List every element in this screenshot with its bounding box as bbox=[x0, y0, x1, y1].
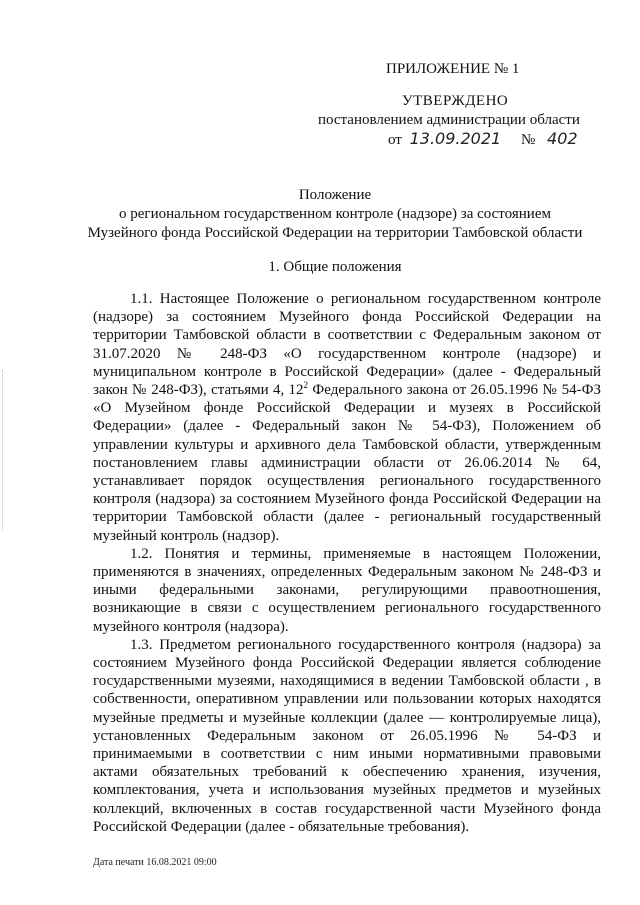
date-prefix: от bbox=[388, 132, 402, 148]
handwritten-number: 402 bbox=[547, 129, 578, 148]
decree-date-line bbox=[388, 129, 578, 149]
approved-stamp-text: УТВЕРЖДЕНО bbox=[402, 93, 509, 109]
margin-scan-mark bbox=[2, 370, 4, 530]
superscript: 2 bbox=[303, 380, 309, 391]
appendix-title: ПРИЛОЖЕНИЕ № 1 bbox=[386, 61, 520, 77]
paragraph-1-1-part-b: Федерального закона от 26.05.1996 № 54-ФЗ «О Музейном фонде Российской Федерации и музеях в Российской Федерации» (далее - Федеральный закон № 54-ФЗ), Положением об управлении культуры и архивного дела Тамбовской области, утвержденным постановлением главы администрации области от 26.06.2014 № 64, устанавливает порядок осуществления регионального государственного контроля (надзора) за состоянием Музейного фонда Российской Федерации на территории Тамбовской области (далее - региональный государственный музейный контроль (надзор). bbox=[93, 382, 601, 544]
decree-line: постановлением администрации области bbox=[318, 112, 580, 128]
paragraph-1-1 bbox=[93, 290, 601, 545]
title-line-2: о региональном государственном контроле (надзоре) за состоянием bbox=[119, 206, 551, 222]
handwritten-date: 13.09.2021 bbox=[409, 129, 502, 148]
paragraph-1-2: 1.2. Понятия и термины, применяемые в настоящем Положении, применяются в значениях, определенных Федеральным законом № 248-ФЗ и иными федеральными законами, регулирующими правоотношения, возникающие в связи с осуществлением регионального государственного музейного контроля (надзора). bbox=[93, 545, 601, 635]
print-date: Дата печати 16.08.2021 09:00 bbox=[93, 857, 217, 868]
paragraph-1-3: 1.3. Предметом регионального государственного контроля (надзора) за состоянием Музейного фонда Российской Федерации является соблюдение государственными музеями, находящимися в ведении Тамбовской области , в собственности, оперативном управлении или пользовании которых находятся музейные предметы и музейные коллекции (далее — контролируемые лица), установленных Федеральным законом от 26.05.1996 № 54-ФЗ и принимаемыми в соответствии с ним иными нормативными правовыми актами обязательных требований к обеспечению хранения, изучения, комплектования, учета и использования музейных предметов и музейных коллекций, включенных в состав государственной части Музейного фонда Российской Федерации (далее - обязательные требования). bbox=[93, 636, 601, 835]
number-label: № bbox=[520, 132, 536, 148]
paragraph-1-1-part-a: 1.1. Настоящее Положение о региональном государственном контроле (надзоре) за состоянием Музейного фонда Российской Федерации на территории Тамбовской области в соответствии с Федеральным законом от 31.07.2020 № 248-ФЗ «О государственном контроле (надзоре) и муниципальном контроле в Российской Федерации» (далее - Федеральный закон № 248-ФЗ), статьями 4, 12 bbox=[93, 291, 601, 399]
document-body bbox=[93, 290, 601, 836]
document-title bbox=[80, 186, 590, 243]
title-line-1: Положение bbox=[298, 187, 372, 203]
title-line-3: Музейного фонда Российской Федерации на территории Тамбовской области bbox=[87, 225, 583, 241]
section-heading: 1. Общие положения bbox=[268, 259, 402, 275]
